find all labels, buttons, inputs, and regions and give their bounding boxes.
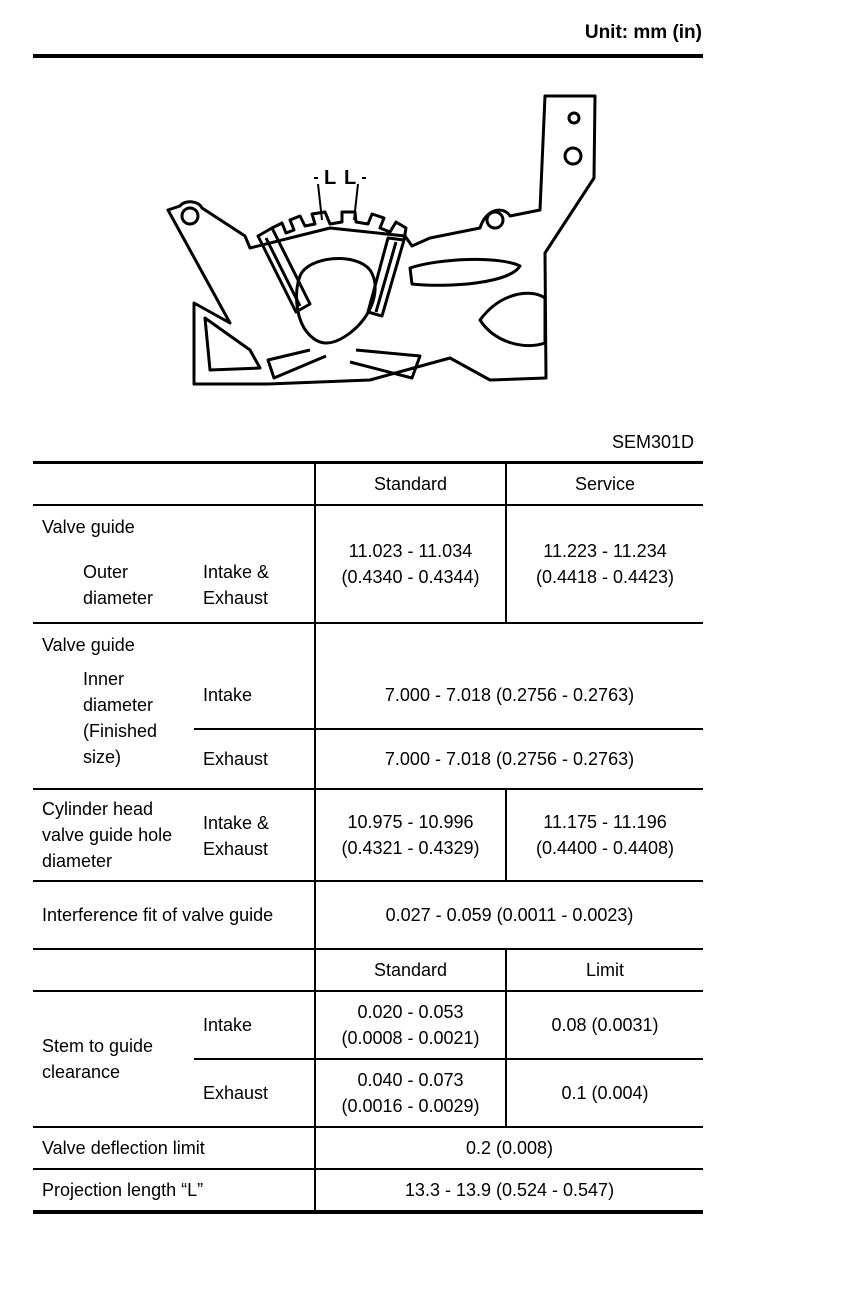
hole-title: Cylinder head valve guide hole diameter <box>42 799 173 871</box>
header-row-2 <box>33 949 703 991</box>
clearance-intake-standard-mm: 0.020 - 0.053 <box>357 1002 464 1022</box>
row-inner-intake <box>33 662 703 729</box>
hole-service-in: (0.4400 - 0.4408) <box>535 838 675 858</box>
row-interference <box>33 881 703 949</box>
interference-value: 0.027 - 0.059 (0.0011 - 0.0023) <box>315 881 703 949</box>
projection-title: Projection length “L” <box>42 1180 204 1200</box>
clearance-exhaust-label: Exhaust <box>194 1059 315 1127</box>
header-service: Service <box>506 463 703 506</box>
clearance-intake-standard <box>315 991 506 1059</box>
clearance-exhaust-standard-mm: 0.040 - 0.073 <box>357 1070 464 1090</box>
header-limit: Limit <box>506 949 703 991</box>
outer-service <box>506 505 703 623</box>
cylinder-head-figure <box>150 88 610 388</box>
clearance-intake-label: Intake <box>203 1015 253 1035</box>
inner-title: Valve guide <box>42 635 135 655</box>
outer-standard-in: (0.4340 - 0.4344) <box>341 567 480 587</box>
outer-title: Valve guide <box>42 517 135 537</box>
row-inner-title <box>33 623 703 662</box>
clearance-exhaust-standard-in: (0.0016 - 0.0029) <box>341 1096 480 1116</box>
deflection-value: 0.2 (0.008) <box>315 1127 703 1169</box>
figure-mark-l-right: L <box>344 167 357 189</box>
outer-sub: Outer diameter <box>83 562 154 608</box>
row-deflection <box>33 1127 703 1169</box>
inner-intake-value: 7.000 - 7.018 (0.2756 - 0.2763) <box>315 662 703 729</box>
hole-service <box>506 789 703 881</box>
clearance-intake-limit: 0.08 (0.0031) <box>506 991 703 1059</box>
hole-standard-in: (0.4321 - 0.4329) <box>341 838 480 858</box>
row-clearance-intake <box>33 991 703 1059</box>
top-rule <box>33 54 703 58</box>
header-row <box>33 463 703 506</box>
inner-exhaust-label: Exhaust <box>194 729 315 789</box>
inner-sub: Inner diameter (Finished size) <box>83 669 158 767</box>
hole-cond: Intake & Exhaust <box>203 813 270 859</box>
clearance-title: Stem to guide clearance <box>42 1036 154 1082</box>
inner-intake-label: Intake <box>203 685 253 705</box>
inner-exhaust-value: 7.000 - 7.018 (0.2756 - 0.2763) <box>315 729 703 789</box>
clearance-exhaust-standard <box>315 1059 506 1127</box>
row-hole <box>33 789 703 881</box>
outer-cond: Intake & Exhaust <box>203 562 270 608</box>
row-projection <box>33 1169 703 1212</box>
outer-standard-mm: 11.023 - 11.034 <box>348 541 473 561</box>
interference-title: Interference fit of valve guide <box>42 905 274 925</box>
outer-service-in: (0.4418 - 0.4423) <box>535 567 675 587</box>
outer-service-mm: 11.223 - 11.234 <box>543 541 667 561</box>
hole-service-mm: 11.175 - 11.196 <box>543 812 667 832</box>
header-standard-2: Standard <box>315 949 506 991</box>
deflection-title: Valve deflection limit <box>42 1138 205 1158</box>
row-outer-title <box>33 505 703 548</box>
hole-standard-mm: 10.975 - 10.996 <box>347 812 474 832</box>
unit-label: Unit: mm (in) <box>584 22 702 43</box>
hole-standard <box>315 789 506 881</box>
figure-code: SEM301D <box>611 432 694 452</box>
clearance-exhaust-limit: 0.1 (0.004) <box>506 1059 703 1127</box>
projection-value: 13.3 - 13.9 (0.524 - 0.547) <box>315 1169 703 1212</box>
spec-table <box>33 461 703 1214</box>
figure-mark-l-left: L <box>324 167 337 189</box>
outer-standard <box>315 505 506 623</box>
header-standard: Standard <box>315 463 506 506</box>
clearance-intake-standard-in: (0.0008 - 0.0021) <box>341 1028 480 1048</box>
